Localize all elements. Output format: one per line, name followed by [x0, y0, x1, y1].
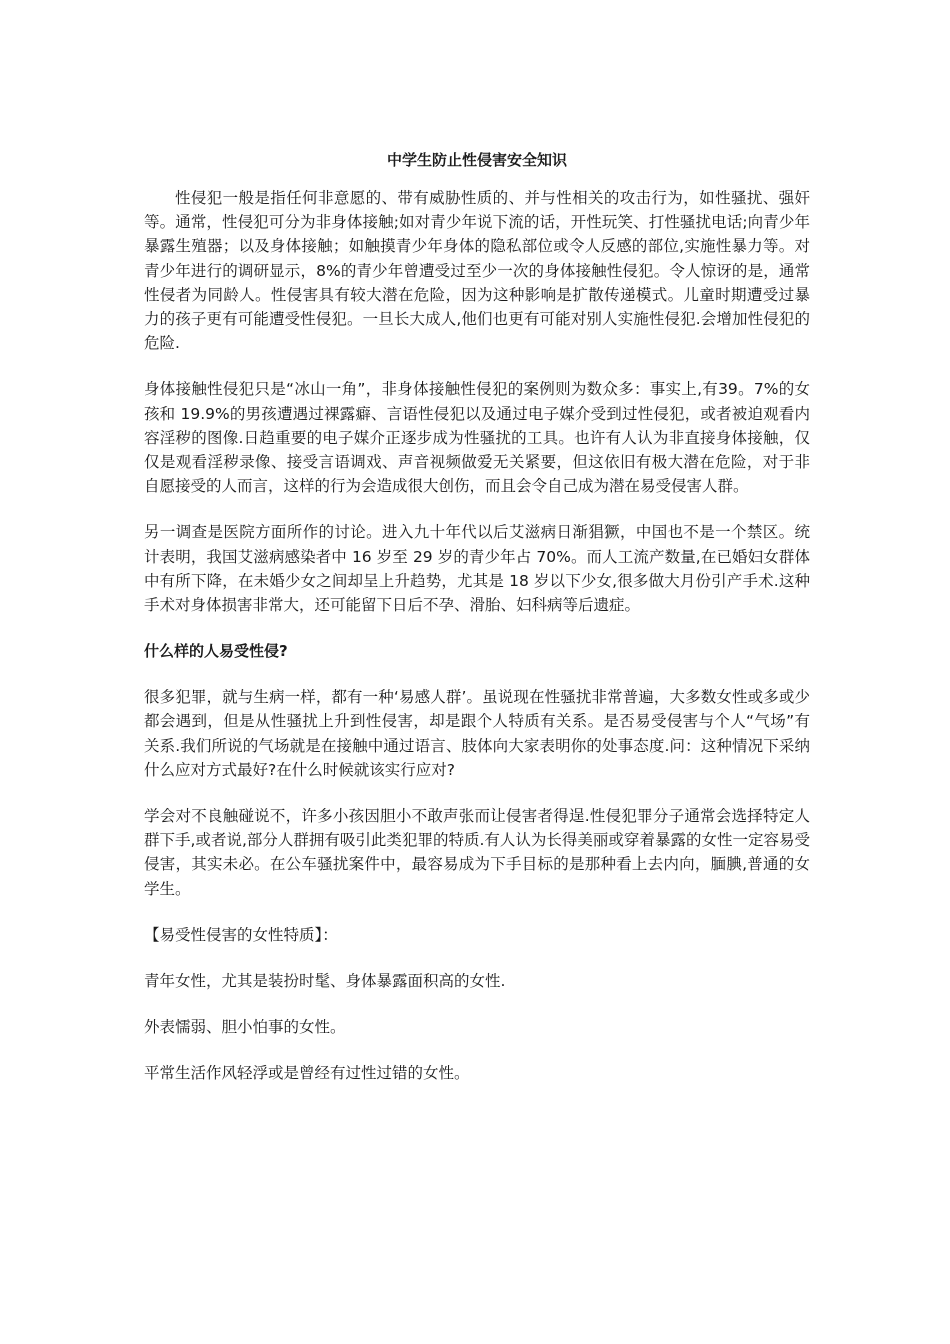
paragraph-hospital-survey: 另一调查是医院方面所作的讨论。进入九十年代以后艾滋病日渐猖獗，中国也不是一个禁区。统计表明，我国艾滋病感染者中 16 岁至 29 岁的青少年占 70%。而人工流产数量,在已婚妇女群体中有所下降，在未婚少女之间却呈上升趋势，尤其是 18 岁以下少女,很多做大月份引产手术.这种手术对身体损害非常大，还可能留下日后不孕、滑胎、妇科病等后遗症。 — [144, 523, 810, 615]
list-item-trait: 青年女性，尤其是装扮时髦、身体暴露面积高的女性. — [144, 972, 506, 991]
paragraph-susceptible: 很多犯罪，就与生病一样，都有一种‘易感人群’。虽说现在性骚扰非常普遍，大多数女性或多或少都会遇到，但是从性骚扰上升到性侵害，却是跟个人特质有关系。是否易受侵害与个人“气场”有关系.我们所说的气场就是在接触中通过语言、肢体向大家表明你的处事态度.问：这种情况下采纳什么应对方式最好?在什么时候就该实行应对? — [144, 688, 810, 779]
paragraph-definition: 性侵犯一般是指任何非意愿的、带有威胁性质的、并与性相关的攻击行为，如性骚扰、强奸等。通常，性侵犯可分为非身体接触;如对青少年说下流的话，开性玩笑、打性骚扰电话;向青少年暴露生殖器；以及身体接触；如触摸青少年身体的隐私部位或令人反感的部位,实施性暴力等。对青少年进行的调研显示，8%的青少年曾遭受过至少一次的身体接触性侵犯。令人惊讶的是，通常性侵者为同龄人。性侵害具有较大潜在危险，因为这种影响是扩散传递模式。儿童时期遭受过暴力的孩子更有可能遭受性侵犯。一旦长大成人,他们也更有可能对别人实施性侵犯.会增加性侵犯的危险. — [144, 189, 810, 353]
section-heading: 什么样的人易受性侵? — [144, 642, 288, 661]
paragraph-non-contact: 身体接触性侵犯只是“冰山一角”，非身体接触性侵犯的案例则为数众多：事实上,有39。7%的女孩和 19.9%的男孩遭遇过裸露癖、言语性侵犯以及通过电子媒介受到过性侵犯，或者被迫观看内容淫秽的图像.日趋重要的电子媒介正逐步成为性骚扰的工具。也许有人认为非直接身体接触，仅仅是观看淫秽录像、接受言语调戏、声音视频做爱无关紧要，但这依旧有极大潜在危险，对于非自愿接受的人而言，这样的行为会造成很大创伤，而且会令自己成为潜在易受侵害人群。 — [144, 380, 810, 496]
paragraph-say-no: 学会对不良触碰说不，许多小孩因胆小不敢声张而让侵害者得逞.性侵犯罪分子通常会选择特定人群下手,或者说,部分人群拥有吸引此类犯罪的特质.有人认为长得美丽或穿着暴露的女性一定容易受侵害，其实未必。在公车骚扰案件中，最容易成为下手目标的是那种看上去内向，腼腆,普通的女学生。 — [144, 807, 810, 898]
document-page — [144, 148, 810, 1108]
paragraph-traits-label: 【易受性侵害的女性特质】： — [144, 925, 338, 944]
document-title: 中学生防止性侵害安全知识 — [386, 151, 567, 169]
list-item-trait: 平常生活作风轻浮或是曾经有过性过错的女性。 — [144, 1064, 470, 1083]
list-item-trait: 外表懦弱、胆小怕事的女性。 — [144, 1018, 346, 1037]
